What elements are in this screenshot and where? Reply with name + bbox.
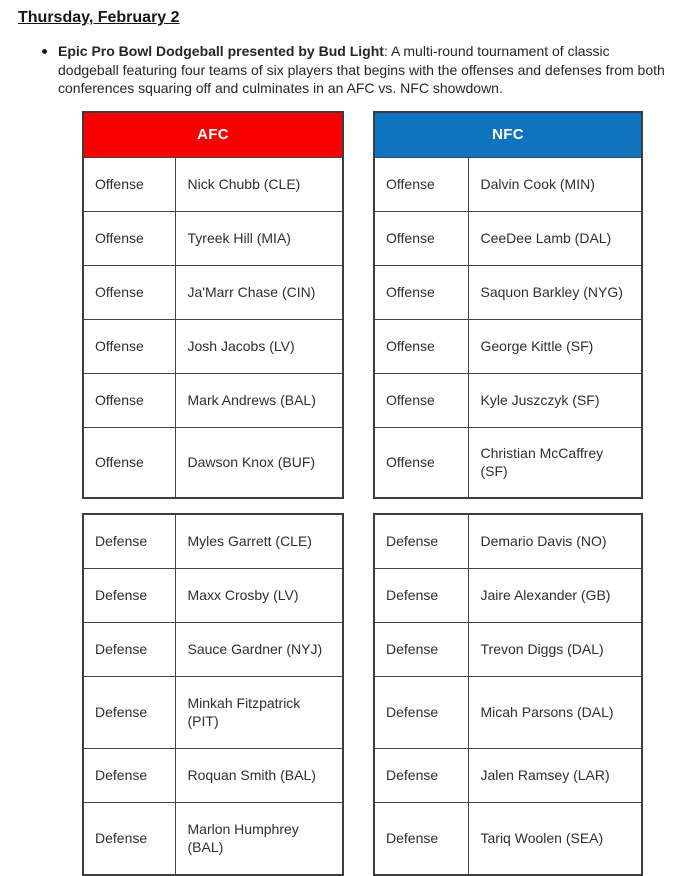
player-name-cell: Demario Davis (NO) bbox=[468, 514, 642, 569]
player-name-cell: Ja'Marr Chase (CIN) bbox=[175, 265, 343, 319]
event-title: Epic Pro Bowl Dodgeball presented by Bud Light bbox=[58, 43, 384, 59]
table-row bbox=[374, 676, 642, 748]
table-row bbox=[83, 802, 343, 875]
player-name-cell: George Kittle (SF) bbox=[468, 319, 642, 373]
offense-tables-row bbox=[82, 111, 700, 499]
player-name-cell: Josh Jacobs (LV) bbox=[175, 319, 343, 373]
table-row bbox=[83, 622, 343, 676]
event-separator: : bbox=[383, 43, 391, 59]
table-row bbox=[374, 319, 642, 373]
table-row bbox=[374, 265, 642, 319]
nfc-offense-table bbox=[373, 111, 643, 499]
bullet-marker-icon bbox=[42, 49, 47, 54]
player-name-cell: Dalvin Cook (MIN) bbox=[468, 157, 642, 211]
event-bullet bbox=[42, 42, 700, 98]
table-row bbox=[83, 748, 343, 802]
player-name-cell: Myles Garrett (CLE) bbox=[175, 514, 343, 569]
table-row bbox=[374, 157, 642, 211]
table-row bbox=[374, 748, 642, 802]
position-label-cell: Defense bbox=[83, 802, 175, 875]
table-row bbox=[374, 514, 642, 569]
table-row bbox=[83, 427, 343, 498]
nfc-defense-table bbox=[373, 513, 643, 876]
position-label-cell: Offense bbox=[83, 157, 175, 211]
position-label-cell: Defense bbox=[374, 748, 468, 802]
table-row bbox=[83, 514, 343, 569]
player-name-cell: Trevon Diggs (DAL) bbox=[468, 622, 642, 676]
table-header-row bbox=[374, 112, 642, 158]
table-row bbox=[374, 622, 642, 676]
position-label-cell: Defense bbox=[374, 676, 468, 748]
date-heading: Thursday, February 2 bbox=[18, 9, 180, 26]
table-row bbox=[83, 157, 343, 211]
position-label-cell: Offense bbox=[83, 265, 175, 319]
position-label-cell: Defense bbox=[374, 622, 468, 676]
table-row bbox=[374, 802, 642, 875]
afc-conference-header: AFC bbox=[83, 112, 343, 158]
player-name-cell: Maxx Crosby (LV) bbox=[175, 568, 343, 622]
player-name-cell: Sauce Gardner (NYJ) bbox=[175, 622, 343, 676]
position-label-cell: Offense bbox=[374, 373, 468, 427]
player-name-cell: Nick Chubb (CLE) bbox=[175, 157, 343, 211]
position-label-cell: Defense bbox=[83, 514, 175, 569]
player-name-cell: Jaire Alexander (GB) bbox=[468, 568, 642, 622]
player-name-cell: CeeDee Lamb (DAL) bbox=[468, 211, 642, 265]
table-row bbox=[83, 373, 343, 427]
player-name-cell: Christian McCaffrey (SF) bbox=[468, 427, 642, 498]
table-row bbox=[83, 676, 343, 748]
position-label-cell: Defense bbox=[83, 748, 175, 802]
position-label-cell: Defense bbox=[374, 568, 468, 622]
position-label-cell: Defense bbox=[374, 802, 468, 875]
table-row bbox=[83, 211, 343, 265]
player-name-cell: Tariq Woolen (SEA) bbox=[468, 802, 642, 875]
position-label-cell: Offense bbox=[83, 427, 175, 498]
player-name-cell: Kyle Juszczyk (SF) bbox=[468, 373, 642, 427]
table-row bbox=[83, 319, 343, 373]
rosters-section bbox=[82, 111, 700, 876]
event-description: A multi-round tournament of classic dodgeball featuring four teams of six players that begins with the offenses and defenses from both conferences squaring off and culminates in an AFC vs. NFC showdown. bbox=[58, 43, 665, 96]
table-row bbox=[374, 211, 642, 265]
player-name-cell: Minkah Fitzpatrick (PIT) bbox=[175, 676, 343, 748]
player-name-cell: Saquon Barkley (NYG) bbox=[468, 265, 642, 319]
table-row bbox=[374, 568, 642, 622]
player-name-cell: Jalen Ramsey (LAR) bbox=[468, 748, 642, 802]
table-row bbox=[83, 568, 343, 622]
afc-defense-table bbox=[82, 513, 344, 876]
position-label-cell: Offense bbox=[374, 211, 468, 265]
table-row bbox=[374, 373, 642, 427]
position-label-cell: Defense bbox=[83, 622, 175, 676]
position-label-cell: Offense bbox=[374, 319, 468, 373]
position-label-cell: Offense bbox=[83, 319, 175, 373]
player-name-cell: Tyreek Hill (MIA) bbox=[175, 211, 343, 265]
position-label-cell: Offense bbox=[83, 373, 175, 427]
position-label-cell: Offense bbox=[374, 427, 468, 498]
nfc-conference-header: NFC bbox=[374, 112, 642, 158]
defense-tables-row bbox=[82, 513, 700, 876]
position-label-cell: Defense bbox=[83, 676, 175, 748]
position-label-cell: Defense bbox=[83, 568, 175, 622]
afc-offense-table bbox=[82, 111, 344, 499]
document-page bbox=[0, 9, 700, 876]
player-name-cell: Roquan Smith (BAL) bbox=[175, 748, 343, 802]
position-label-cell: Offense bbox=[374, 157, 468, 211]
table-header-row bbox=[83, 112, 343, 158]
table-row bbox=[83, 265, 343, 319]
player-name-cell: Dawson Knox (BUF) bbox=[175, 427, 343, 498]
table-row bbox=[374, 427, 642, 498]
player-name-cell: Micah Parsons (DAL) bbox=[468, 676, 642, 748]
position-label-cell: Offense bbox=[83, 211, 175, 265]
player-name-cell: Mark Andrews (BAL) bbox=[175, 373, 343, 427]
event-text bbox=[58, 42, 670, 98]
position-label-cell: Offense bbox=[374, 265, 468, 319]
player-name-cell: Marlon Humphrey (BAL) bbox=[175, 802, 343, 875]
position-label-cell: Defense bbox=[374, 514, 468, 569]
